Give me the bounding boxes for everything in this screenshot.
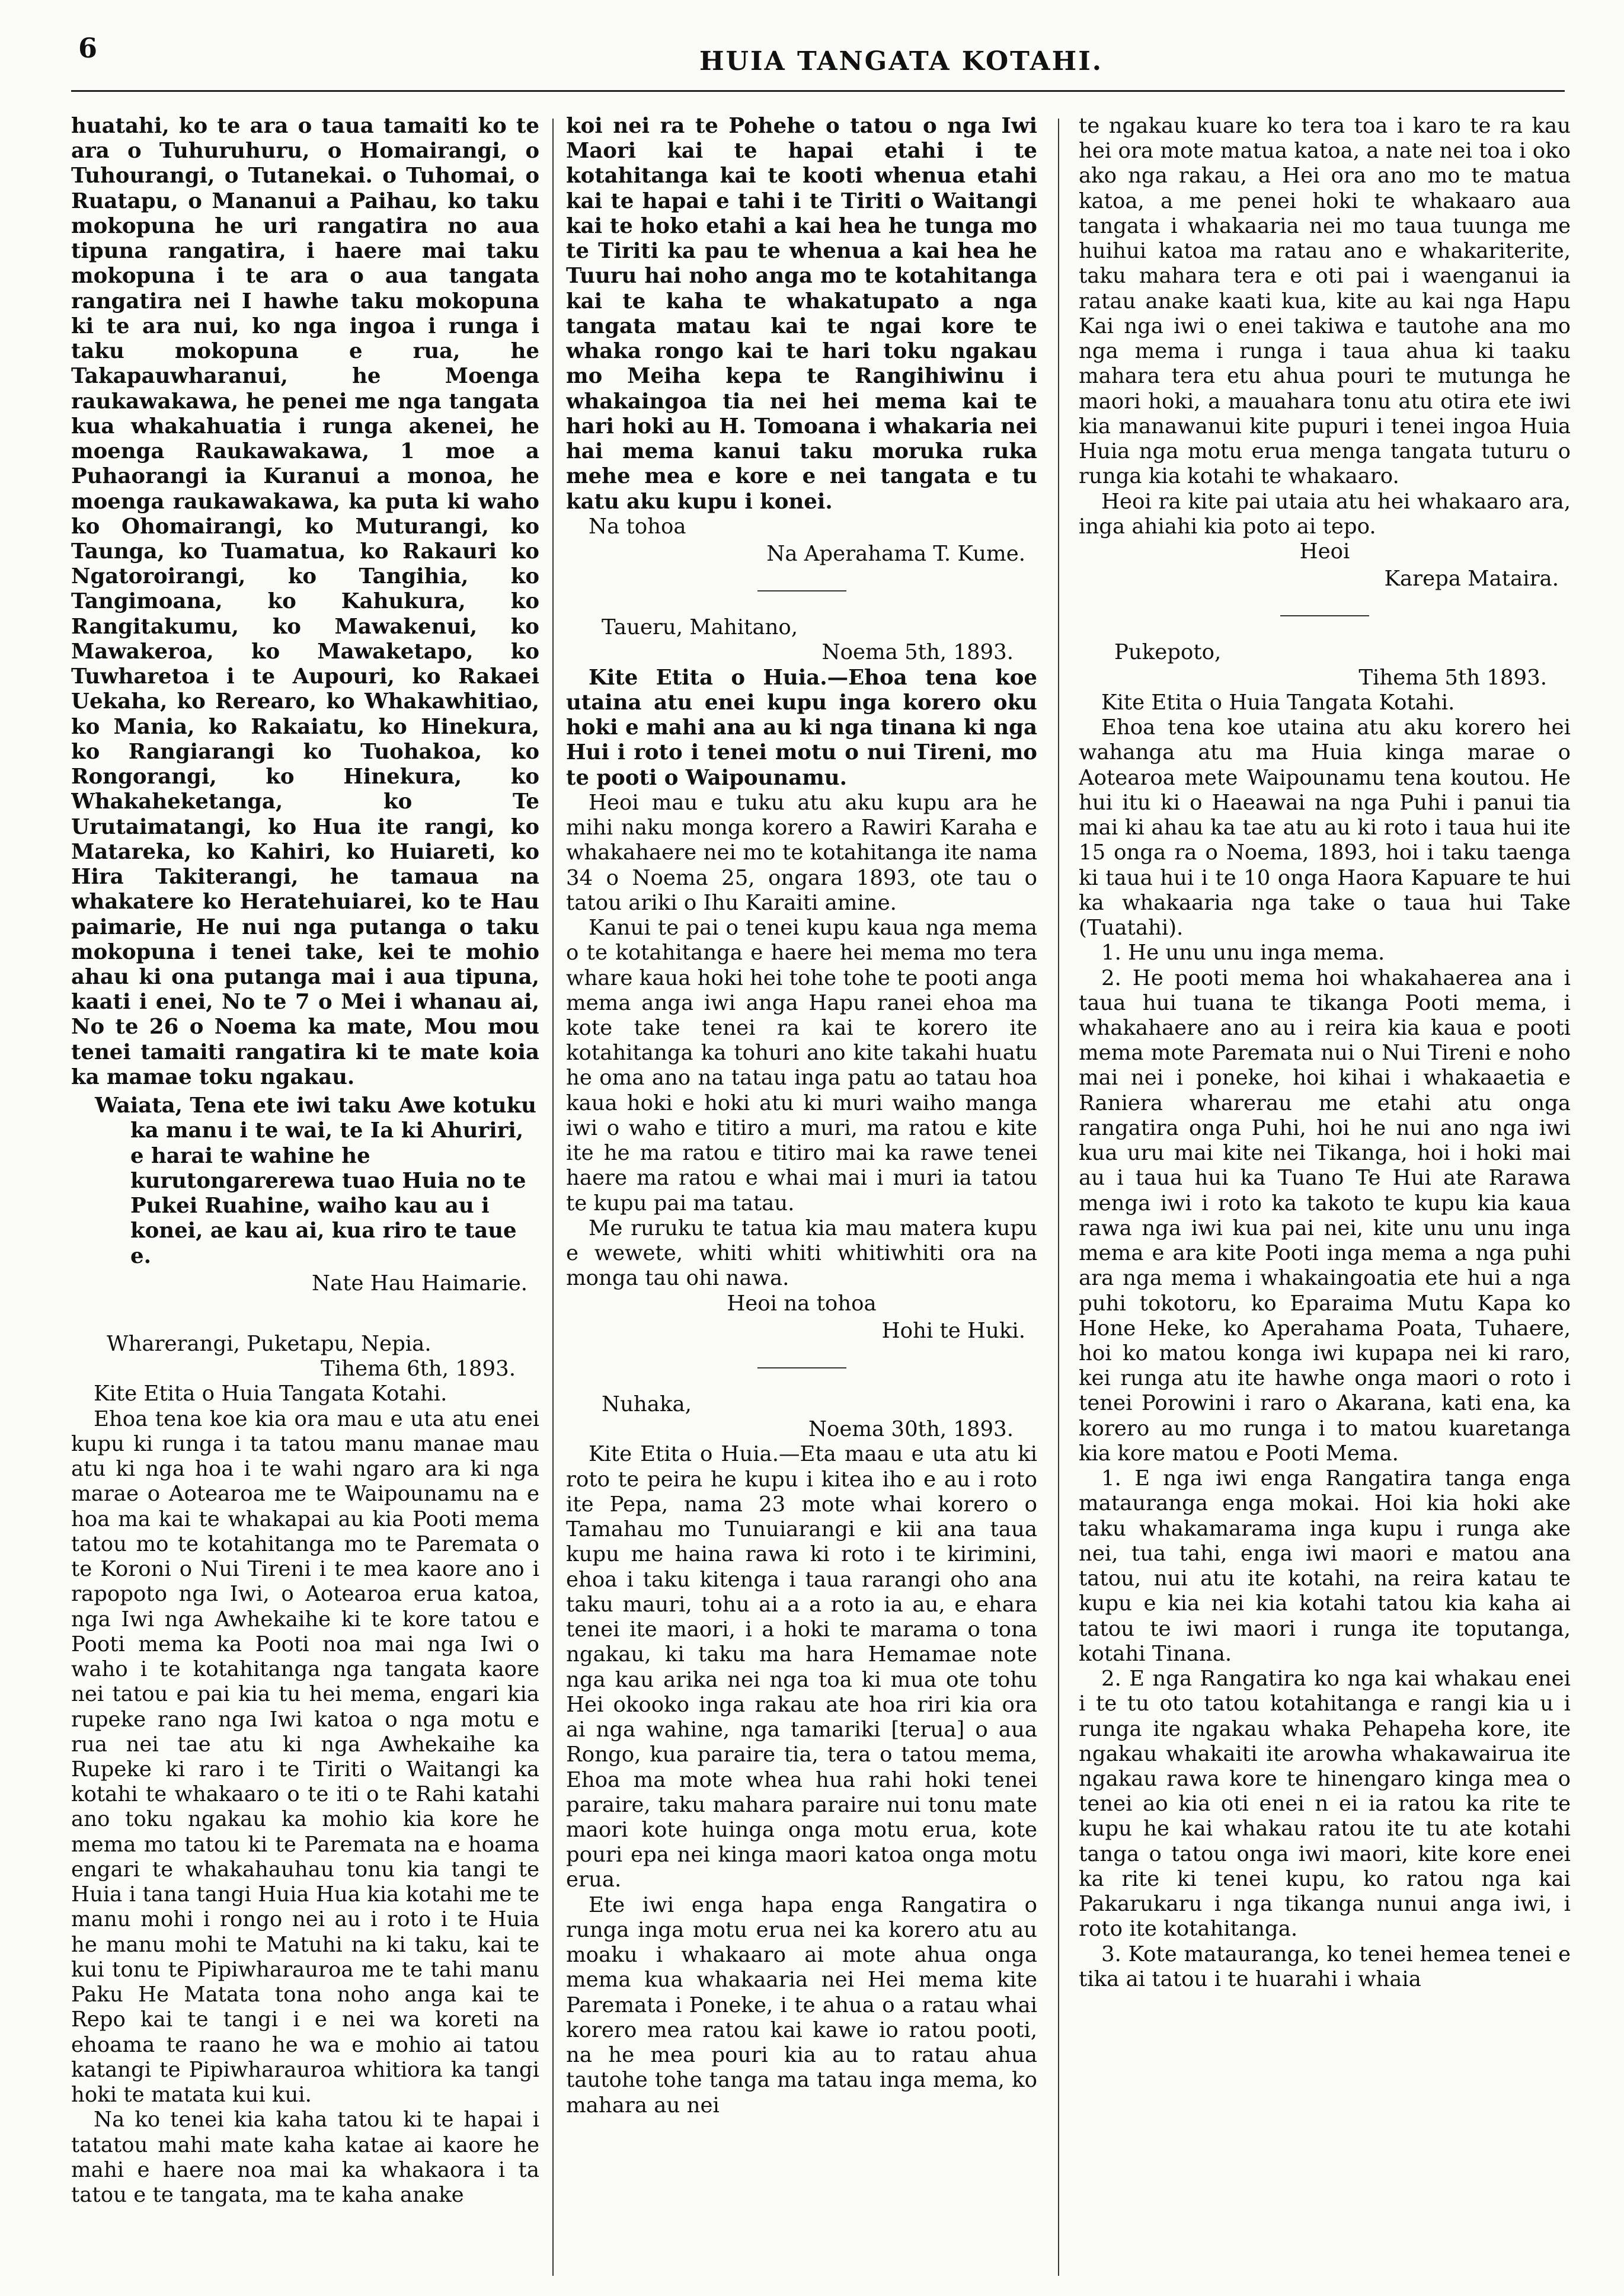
letter-place: Taueru, Mahitano, xyxy=(602,615,798,640)
article-paragraph: Heoi mau e tuku atu aku kupu ara he mihi naku monga korero a Rawiri Karaha e whakahaere nei mo te kotahitanga ite nama 34 o Noema 25, ongara 1893, ote tau o tatou ariki o Ihu Karaiti amine. xyxy=(566,790,1037,915)
numbered-item: 1. E nga iwi enga Rangatira tanga enga matauranga enga mokai. Hoi kia hoki ake taku whakamarama inga kupu i runga ake nei, tua tahi, enga iwi maori e matou ana tatou, nui atu ite kotahi, na reira katau te kupu e kia nei kia kotahi tatou kia kaha ai tatou te iwi maori i runga ite toputanga, kotahi Tinana. xyxy=(1079,1466,1571,1666)
letter-date: Tihema 6th, 1893. xyxy=(321,1357,516,1382)
letter-signature: Nate Hau Haimarie. xyxy=(312,1271,528,1296)
article-paragraph: Kite Etita o Huia.—Ehoa tena koe utaina atu enei kupu inga korero oku hoki e mahi ana au ki nga tinana ki nga Hui i roto i tenei motu o nui Tireni, mo te pooti o Waipounamu. xyxy=(566,665,1037,790)
article-paragraph: Me ruruku te tatua kia mau matera kupu e wewete, whiti whiti whitiwhiti ora na monga tau ohi nawa. xyxy=(566,1216,1037,1291)
spacer xyxy=(71,1296,539,1320)
letter-signature: Na Aperahama T. Kume. xyxy=(766,541,1025,566)
section-separator xyxy=(1280,615,1369,616)
column-2 xyxy=(566,114,1037,2277)
letter-salutation: Kite Etita o Huia Tangata Kotahi. xyxy=(1101,690,1455,715)
article-paragraph: huatahi, ko te ara o taua tamaiti ko te ara o Tuhuruhuru, o Homairangi, o Tuhourangi, o Tutanekai. o Tuhomai, o Ruatapu, o Mananui a Paihau, ko taku mokopuna he uri rangatira no aua tipuna rangatira, i haere mai taku mokopuna i te ara o aua tangata rangatira nei I hawhe taku mokopuna ki te ara nui, ko nga ingoa i runga i taku mokopuna e rua, he Takapauwharanui, he Moenga raukawakawa, he penei me nga tangata kua whakahuatia i runga akenei, he moenga Raukawakawa, 1 moe a Puhaorangi ia Kuranui a monoa, he moenga raukawakawa, ka puta ki waho ko Ohomairangi, ko Muturangi, ko Taunga, ko Tuamatua, ko Rakauri ko Ngatoroirangi, ko Tangihia, ko Tangimoana, ko Kahukura, ko Rangitakumu, ko Mawakenui, ko Mawakeroa, ko Mawaketapo, ko Tuwharetoa i te Aupouri, ko Rakaei Uekaha, ko Rerearo, ko Whakawhitiao, ko Mania, ko Rakaiatu, ko Hinekura, ko Rangiarangi ko Tuohakoa, ko Rongorangi, ko Hinekura, ko Whakaheketanga, ko Te Urutaimatangi, ko Hua ite rangi, ko Matareka, ko Kahiri, ko Huiareti, ko Hira Takiterangi, he tamaua na whakatere ko Heratehuiarei, ko te Hau paimarie, He nui nga putanga o taku mokopuna i tenei take, kei te mohio ahau ki ona putanga mai i aua tipuna, kaati i enei, No te 7 o Mei i whanau ai, No te 26 o Noema ka mate, Mou mou tenei tamaiti rangatira ki te mate koia ka mamae toku ngakau. xyxy=(71,114,539,1089)
waiata-verse: Waiata, Tena ete iwi taku Awe kotuku ka manu i te wai, te Ia ki Ahuriri, e harai te wahine he kurutongarerewa tuao Huia no te Pukei Ruahine, waiho kau au i konei, ae kau ai, kua riro te taue e. xyxy=(95,1093,536,1268)
article-paragraph: Kite Etita o Huia.—Eta maau e uta atu ki roto te peira he kupu i kitea iho e au i roto ite Pepa, nama 23 mote whai korero o Tamahau mo Tunuiarangi e kii ana taua kupu me haina rawa ki roto i te kirimini, ehoa i taku kitenga i taua rarangi oho ana taku mauri, tohu ai a a roto ia au, e ehara tenei ite maori, i a hoki te marama o tona ngakau, ki taku ma hara Hemamae note nga kau arika nei nga toa ki mua ote tohu Hei okooko inga rakau ate hoa riri kia ora ai nga wahine, nga tamariki [terua] o aua Rongo, kua paraire tia, tera o tatou mema, Ehoa ma mote whea hua rahi hoki tenei paraire, taku mahara paraire nui tonu mate maori kote huinga onga motu erua, kote pouri epa nei kinga maori katoa onga motu erua. xyxy=(566,1442,1037,1892)
article-paragraph: Ehoa tena koe utaina atu aku korero hei wahanga atu ma Huia kinga marae o Aotearoa mete Waipounamu tena koutou. He hui itu ki o Haeawai na nga Puhi i panui tia mai ki ahau ka tae atu au ki roto i taua hui ite 15 onga ra o Noema, 1893, hoi i taku taenga ki taua hui i te 10 onga Haora Kapuare te hui ka whakaaria nga take o taua hui Take (Tuatahi). xyxy=(1079,715,1571,941)
section-separator xyxy=(757,590,846,591)
letter-closing: Heoi xyxy=(1299,539,1350,564)
article-paragraph: te ngakau kuare ko tera toa i karo te ra kau hei ora mote matua katoa, a nate nei toa i oko ako nga rakau, a Hei ora ano mo te matua katoa, a me penei hoki te whakaaro aua tangata i whakaaria nei mo taua tuunga me huihui katoa ma ratau ano e whakariterite, taku mahara tera e oti pai i waenganui ia ratau anake kaati kua, kite au kai nga Hapu Kai nga iwi o enei takiwa e tautohe ana mo nga mema i runga i taua ahua ki taaku mahara tera etu ahua pouri te mutunga he maori hoki, a mauahara tonu atu otira ete iwi kia manawanui kite pupuri i tenei ingoa Huia Huia nga motu erua menga tangata tuturu o runga kia kotahi te whakaaro. xyxy=(1079,114,1571,489)
article-paragraph: Kanui te pai o tenei kupu kaua nga mema o te kotahitanga e haere hei mema mo tera whare kaua hoki hei tohe tohe te pooti anga mema anga iwi anga Hapu ranei ehoa ma kote take tenei ra kai te korero ite kotahitanga ka tohuri ano kite takahi huatu he oma ano na tatau inga patu ao tatau hoa kaua hoki e hoki atu ki muri waiho manga iwi o waho e titiro a muri, ma ratou e kite ite he ma ratou e titiro mai ka rawe tenei haere ma ratou e whai mai i muri ia tatou te kupu pai ma tatau. xyxy=(566,916,1037,1216)
page-number: 6 xyxy=(78,32,98,64)
article-paragraph: Ete iwi enga hapa enga Rangatira o runga inga motu erua nei ka korero atu au moaku i whakaaro ai mote ahua onga mema kua whakaaria nei Hei mema kite Paremata i Poneke, i te ahua o a ratau whai korero mea ratou kai kawe io ratou pooti, na he mea pouri kia au to ratau ahua tautohe tohe tanga ma tatau inga mema, ko mahara au nei xyxy=(566,1892,1037,2118)
letter-closing: Heoi na tohoa xyxy=(727,1291,877,1316)
numbered-item: 3. Kote matauranga, ko tenei hemea tenei e tika ai tatou i te huarahi i whaia xyxy=(1079,1942,1571,1991)
newspaper-title: HUIA TANGATA KOTAHI. xyxy=(699,46,1104,76)
letter-closing: Na tohoa xyxy=(589,514,686,539)
article-paragraph: koi nei ra te Pohehe o tatou o nga Iwi Maori kai te hapai etahi i te kotahitanga kai te kooti whenua etahi kai te hapai e tahi i te Tiriti o Waitangi kai te hoko etahi a kai hea he tunga mo te Tiriti ka pau te whenua a kai hea he Tuuru hai noho anga mo te kotahitanga kai te kaha te whakatupato a nga tangata matau kai te ngai kore te whaka rongo kai te hari toku ngakau mo Meiha kepa te Rangihiwinu i whakaingoa tia nei hei mema kai te hari hoki au H. Tomoana i whakaria nei hai mema kanui taku moruka ruka mehe mea e kore e nei tangata e tu katu aku kupu i konei. xyxy=(566,114,1037,514)
numbered-item: 2. He pooti mema hoi whakahaerea ana i taua hui tuana te tikanga Pooti mema, i whakahaere ano au i reira kia kaua e pooti mema mote Paremata nui o Nui Tireni e noho mai nei i poneke, hoi kihai i whakaaetia e Raniera wharerau me etahi atu onga rangatira onga Puhi, hoi he nui ano nga iwi kua uru mai kite nei Tikanga, hoi i hoki mai au i taua hui ka Tuano Te Hui ate Rarawa menga iwi i roto ka takoto te kupu kia kaua rawa nga iwi kua pai nei, kite unu unu inga mema e ara kite Pooti inga mema a nga puhi ara nga mema i whakaingoatia ete hui a nga puhi tokotoru, ko Eparaima Mutu Kapa ko Hone Heke, ko Aperahama Poata, Tuhaere, hoi ko matou konga iwi kupapa nei ki raro, kei runga atu ite hawhe onga maori o roto i tenei Porowini i raro o Akarana, kati ena, ka korero au mo runga i to matou kuaretanga kia kore matou e Pooti Mema. xyxy=(1079,965,1571,1466)
letter-salutation: Kite Etita o Huia Tangata Kotahi. xyxy=(94,1382,447,1406)
article-paragraph: Na ko tenei kia kaha tatou ki te hapai i tatatou mahi mate kaha katae ai kaore he mahi e haere noa mai ka whakaora i ta tatou e te tangata, ma te kaha anake xyxy=(71,2108,539,2207)
letter-place: Nuhaka, xyxy=(602,1392,692,1417)
column-3 xyxy=(1079,114,1571,2277)
article-paragraph: Heoi ra kite pai utaia atu hei whakaaro ara, inga ahiahi kia poto ai tepo. xyxy=(1079,489,1571,539)
letter-date: Tihema 5th 1893. xyxy=(1358,665,1547,690)
article-paragraph: Ehoa tena koe kia ora mau e uta atu enei kupu ki runga i ta tatou manu manae mau atu ki nga hoa i te wahi ngaro ara ki nga marae o Aotearoa me te Waipounamu na e hoa ma kai te whakapai au kia Pooti mema tatou mo te kotahitanga mo te Paremata o te Koroni o Nui Tireni i te mea kaore ano i rapopoto nga Iwi, o Aotearoa erua katoa, nga Iwi nga Awhekaihe ki te kore tatou e Pooti mema ka Pooti noa mai nga Iwi o waho i te kotahitanga nga tangata kaore nei tatou e pai kia tu hei mema, engari kia rupeke rano nga Iwi katoa o nga motu e rua nei tae atu ki nga Awhekaihe ka Rupeke ki raro i te Tiriti o Waitangi ka kotahi te whakaaro o te iti o te Rahi katahi ano toku ngakau ka mohio kia kore he mema mo tatou ki te Paremata na e hoama engari te whakahauhau tonu kia tangi te Huia i tana tangi Huia Hua kia kotahi me te manu mohi i rongo nei au i roto i te Huia he manu mohi te Matuhi na ki taku, kai te kui tonu te Pipiwharauroa me te tahi manu Paku He Matata tona noho anga kai te Repo kai te tangi i e nei wa koreti na ehoama te raano he wa e mohio ai tatou katangi te Pipiwharauroa whitiora ka tangi hoki te matata kui kui. xyxy=(71,1406,539,2108)
letter-place: Wharerangi, Puketapu, Nepia. xyxy=(107,1332,431,1357)
letter-place: Pukepoto, xyxy=(1114,640,1222,665)
header-rule xyxy=(71,90,1565,92)
letter-signature: Hohi te Huki. xyxy=(881,1318,1025,1343)
letter-signature: Karepa Mataira. xyxy=(1384,567,1559,591)
column-divider xyxy=(1058,119,1059,2276)
column-1 xyxy=(71,114,539,2277)
letter-date: Noema 30th, 1893. xyxy=(808,1417,1014,1442)
numbered-item: 1. He unu unu inga mema. xyxy=(1101,941,1385,965)
letter-date: Noema 5th, 1893. xyxy=(821,640,1014,665)
section-separator xyxy=(757,1367,846,1368)
column-divider xyxy=(552,119,554,2276)
numbered-item: 2. E nga Rangatira ko nga kai whakau enei i te tu oto tatou kotahitanga e rangi kia u i runga ite ngakau whaka Pehapeha kore, ite ngakau whakaiti ite arowha whakawairua ite ngakau rawa kore te hinengaro kinga mea o tenei ao kia oti enei n ei ia ratou ka rite te kupu he kai whakau ratou ite tu ate kotahi tanga o tatou onga iwi maori, kite kore enei ka rite ki tenei kupu, ko ratou nga kai Pakarukaru i nga tikanga nunui anga iwi, i roto ite kotahitanga. xyxy=(1079,1667,1571,1942)
